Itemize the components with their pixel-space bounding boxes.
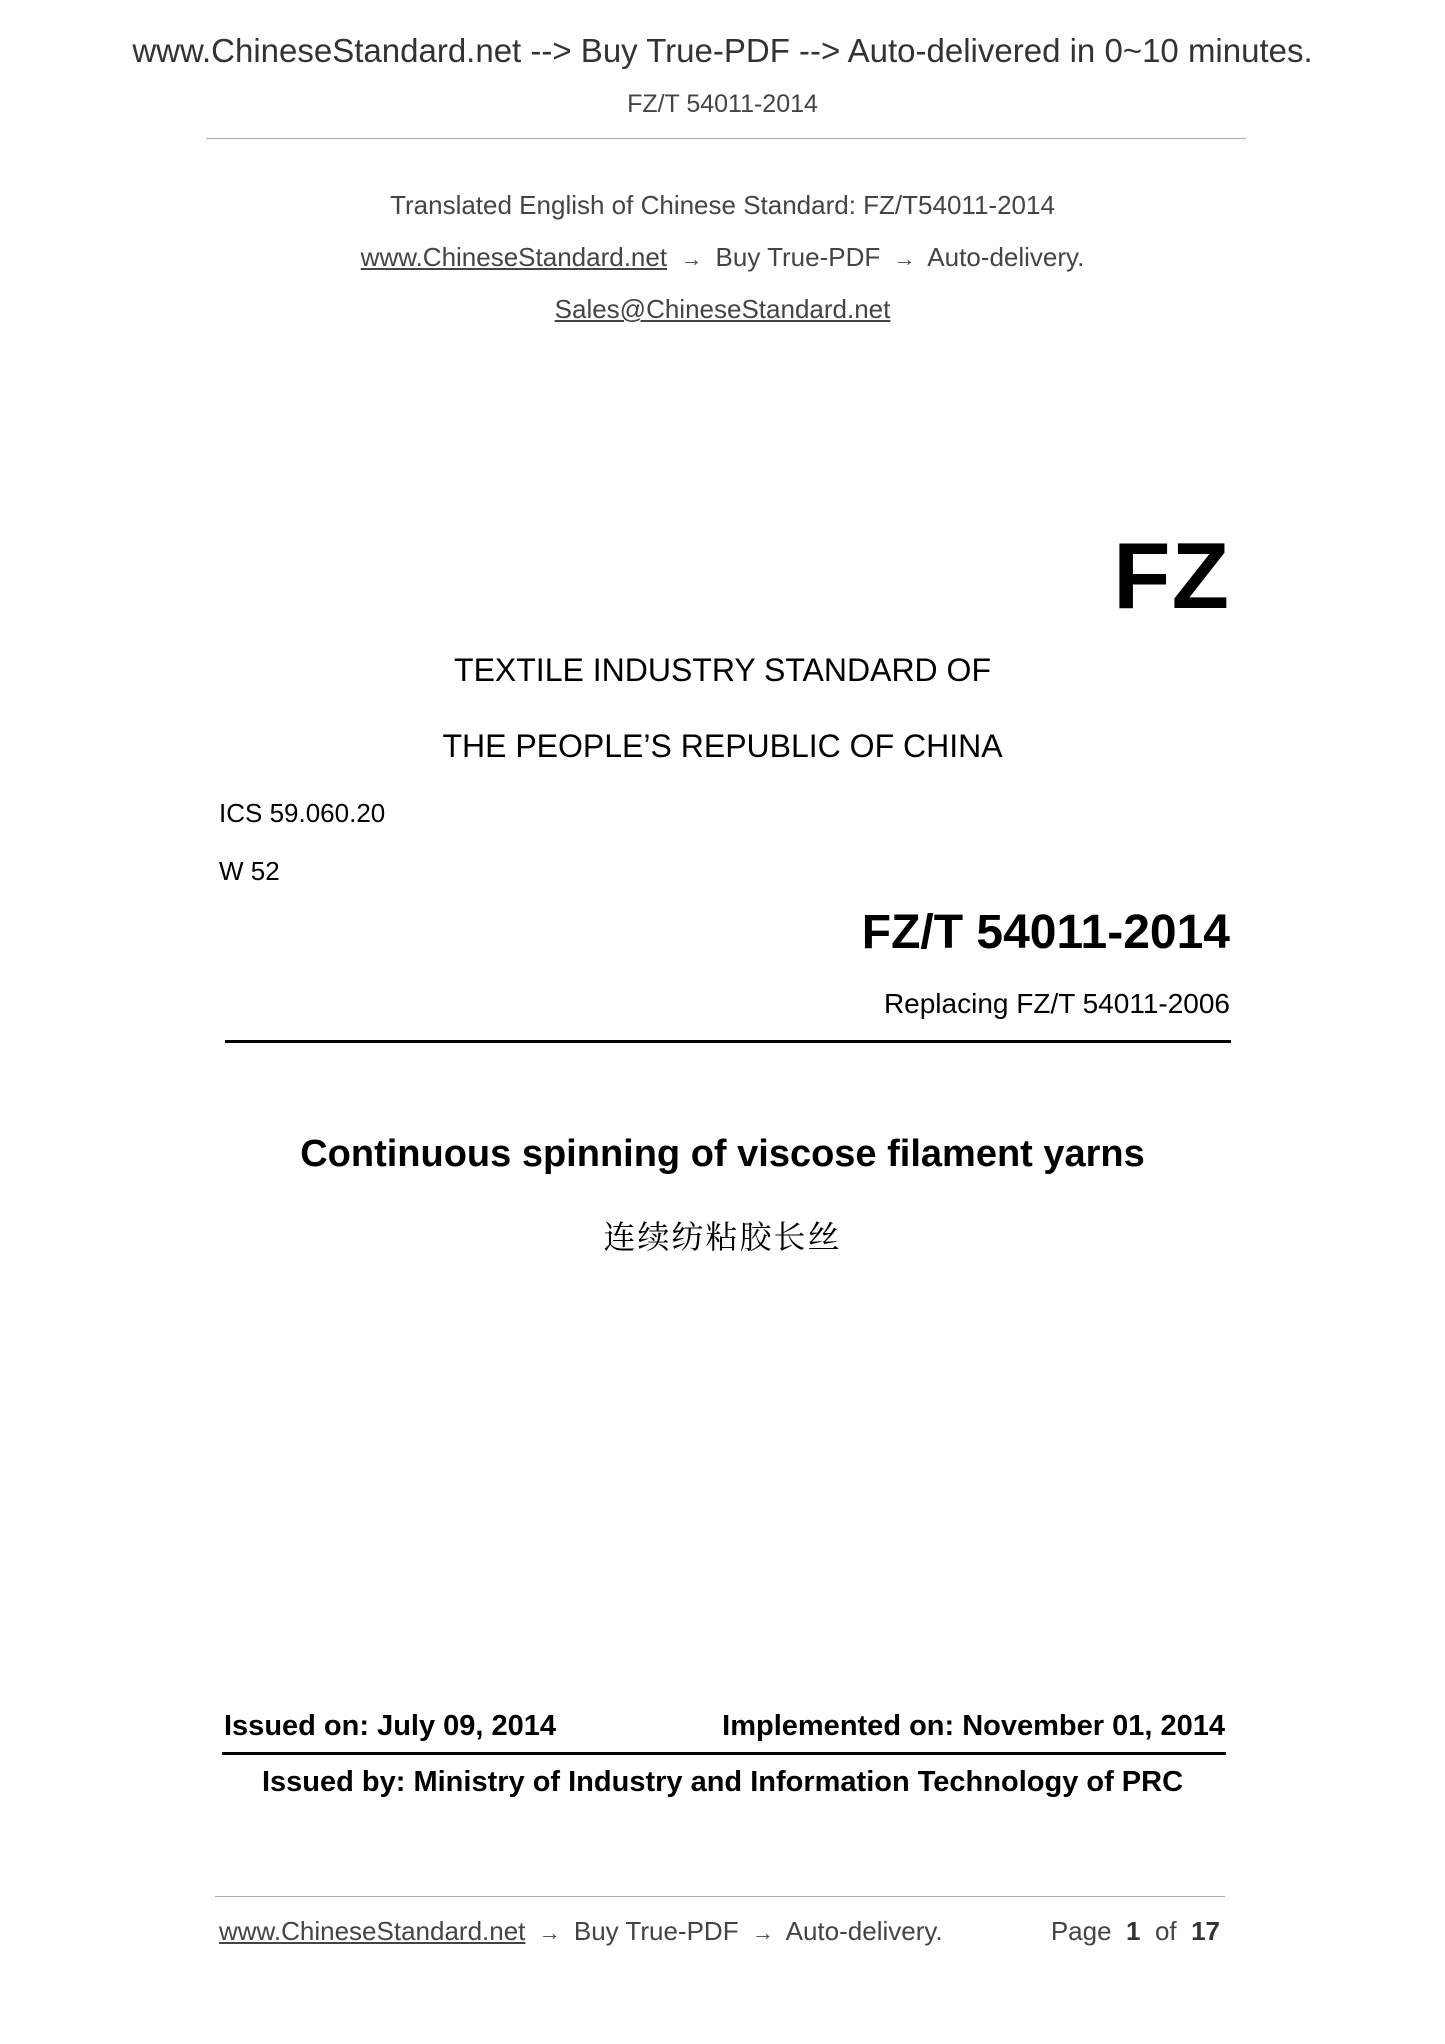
title-divider: [225, 1040, 1231, 1043]
page-current: 1: [1126, 1916, 1141, 1946]
footer-buy-text: Buy True-PDF: [573, 1916, 739, 1946]
footer-divider: [215, 1896, 1225, 1897]
delivery-text: Auto-delivery.: [927, 242, 1085, 272]
translation-note: Translated English of Chinese Standard: FZ/T54011-2014: [390, 190, 1055, 220]
email-line: [0, 294, 1445, 325]
buy-text: Buy True-PDF: [715, 242, 881, 272]
translation-links: [0, 242, 1445, 273]
top-banner: www.ChineseStandard.net --> Buy True-PDF --> Auto-delivered in 0~10 minutes.: [132, 32, 1313, 69]
issued-on-date: Issued on: July 09, 2014: [224, 1710, 557, 1742]
page-of: of: [1154, 1916, 1177, 1946]
standard-number: FZ/T 54011-2014: [861, 906, 1230, 959]
footer-site-link[interactable]: www.ChineseStandard.net: [219, 1916, 526, 1946]
footer-delivery-text: Auto-delivery.: [785, 1916, 943, 1946]
footer-links: [219, 1916, 943, 1947]
page-label: Page: [1050, 1916, 1112, 1946]
standard-type-line2: THE PEOPLE’S REPUBLIC OF CHINA: [442, 728, 1003, 764]
document-title: Continuous spinning of viscose filament yarns: [300, 1133, 1145, 1175]
document-title-chinese: 连续纺粘胶长丝: [603, 1219, 842, 1255]
issue-divider: [222, 1752, 1226, 1755]
site-link[interactable]: www.ChineseStandard.net: [360, 242, 668, 272]
email-link[interactable]: Sales@ChineseStandard.net: [554, 294, 891, 324]
header-standard-code: FZ/T 54011-2014: [627, 90, 818, 118]
arrow-right-icon: →: [680, 246, 703, 271]
arrow-right-icon: →: [751, 1920, 774, 1945]
implemented-on-date: Implemented on: November 01, 2014: [722, 1710, 1225, 1742]
issuing-authority: Issued by: Ministry of Industry and Information Technology of PRC: [261, 1766, 1184, 1798]
replacing-note: Replacing FZ/T 54011-2006: [883, 988, 1230, 1019]
fz-mark: FZ: [1113, 523, 1230, 628]
arrow-right-icon: →: [893, 246, 916, 271]
standard-type-line1: TEXTILE INDUSTRY STANDARD OF: [454, 652, 991, 688]
page-total: 17: [1191, 1916, 1220, 1946]
ics-code: ICS 59.060.20: [219, 798, 386, 828]
page-indicator: [1051, 1916, 1220, 1947]
classification-code: W 52: [219, 856, 280, 886]
header-divider: [206, 138, 1246, 139]
arrow-right-icon: →: [538, 1920, 561, 1945]
